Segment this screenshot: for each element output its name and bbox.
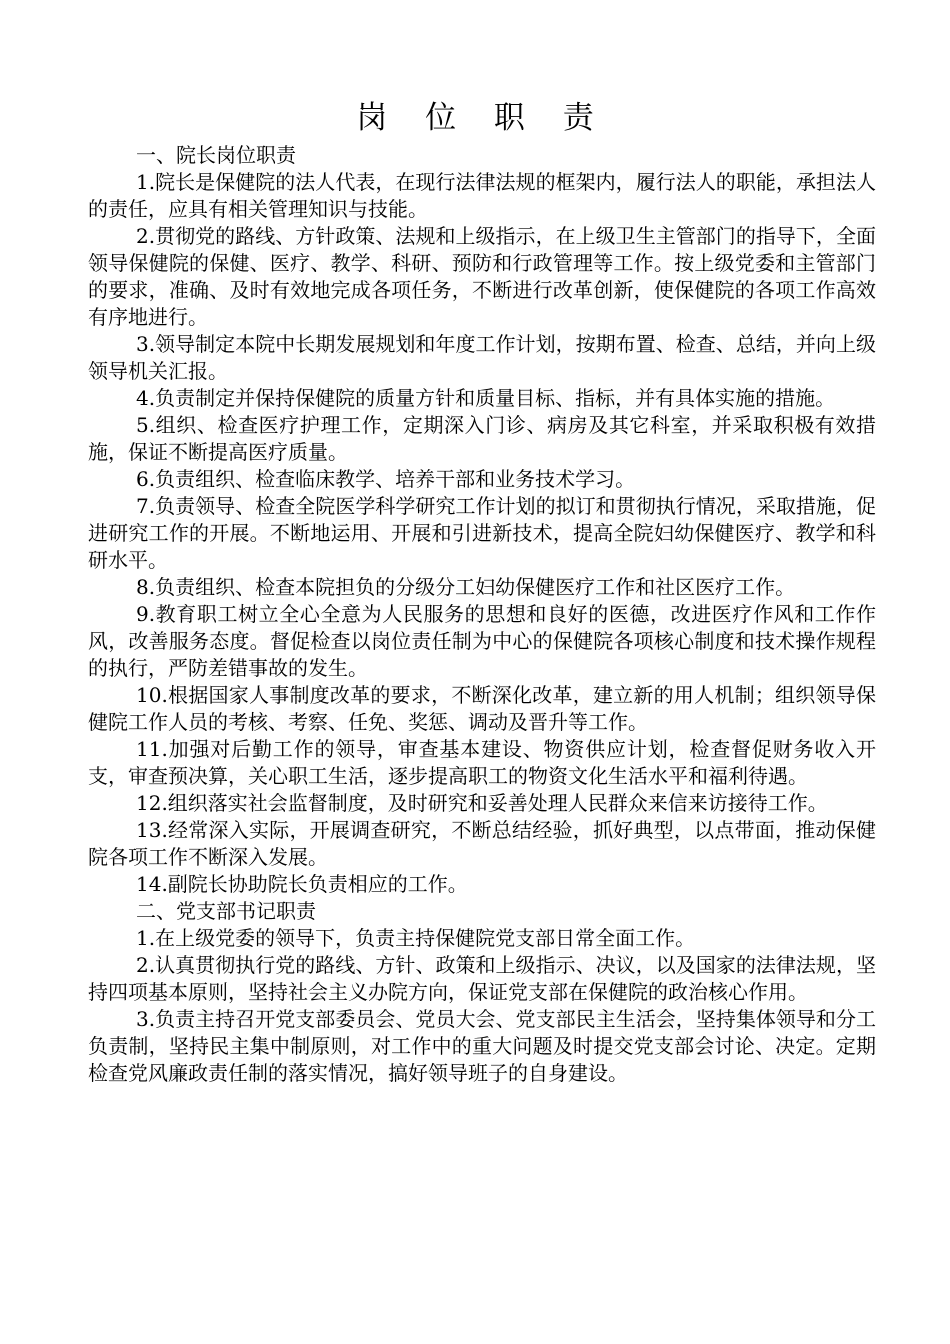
duty-item: 10.根据国家人事制度改革的要求，不断深化改革，建立新的用人机制；组织领导保健院工作人员的考核、考察、任免、奖惩、调动及晋升等工作。 (88, 683, 876, 734)
duty-item: 14.副院长协助院长负责相应的工作。 (136, 872, 468, 896)
duty-item: 11.加强对后勤工作的领导，审查基本建设、物资供应计划，检查督促财务收入开支，审查预决算，关心职工生活，逐步提高职工的物资文化生活水平和福利待遇。 (88, 737, 876, 788)
duty-item: 3.负责主持召开党支部委员会、党员大会、党支部民主生活会，坚持集体领导和分工负责制，坚持民主集中制原则，对工作中的重大问题及时提交党支部会讨论、决定。定期检查党风廉政责任制的落实情况，搞好领导班子的自身建设。 (88, 1007, 876, 1085)
section-party-secretary (88, 898, 876, 1087)
document-page (88, 96, 876, 1087)
duty-item: 2.认真贯彻执行党的路线、方针、政策和上级指示、决议，以及国家的法律法规，坚持四项基本原则，坚持社会主义办院方向，保证党支部在保健院的政治核心作用。 (88, 953, 876, 1004)
duty-item: 1.在上级党委的领导下，负责主持保健院党支部日常全面工作。 (136, 926, 696, 950)
section-heading: 一、院长岗位职责 (136, 143, 296, 167)
duty-item: 8.负责组织、检查本院担负的分级分工妇幼保健医疗工作和社区医疗工作。 (136, 575, 796, 599)
duty-item: 7.负责领导、检查全院医学科学研究工作计划的拟订和贯彻执行情况，采取措施，促进研究工作的开展。不断地运用、开展和引进新技术，提高全院妇幼保健医疗、教学和科研水平。 (88, 494, 876, 572)
duty-item: 2.贯彻党的路线、方针政策、法规和上级指示，在上级卫生主管部门的指导下，全面领导保健院的保健、医疗、教学、科研、预防和行政管理等工作。按上级党委和主管部门的要求，准确、及时有效地完成各项任务，不断进行改革创新，使保健院的各项工作高效有序地进行。 (88, 224, 876, 329)
section-president (88, 142, 876, 898)
duty-item: 9.教育职工树立全心全意为人民服务的思想和良好的医德，改进医疗作风和工作作风，改善服务态度。督促检查以岗位责任制为中心的保健院各项核心制度和技术操作规程的执行，严防差错事故的发生。 (88, 602, 876, 680)
section-heading: 二、党支部书记职责 (136, 899, 316, 923)
duty-item: 3.领导制定本院中长期发展规划和年度工作计划，按期布置、检查、总结，并向上级领导机关汇报。 (88, 332, 876, 383)
duty-item: 4.负责制定并保持保健院的质量方针和质量目标、指标，并有具体实施的措施。 (136, 386, 836, 410)
document-title: 岗 位 职 责 (356, 100, 608, 136)
duty-item: 12.组织落实社会监督制度，及时研究和妥善处理人民群众来信来访接待工作。 (136, 791, 828, 815)
duty-item: 13.经常深入实际，开展调查研究，不断总结经验，抓好典型，以点带面，推动保健院各项工作不断深入发展。 (88, 818, 876, 869)
duty-item: 5.组织、检查医疗护理工作，定期深入门诊、病房及其它科室，并采取积极有效措施，保证不断提高医疗质量。 (88, 413, 876, 464)
duty-item: 1.院长是保健院的法人代表，在现行法律法规的框架内，履行法人的职能，承担法人的责任，应具有相关管理知识与技能。 (88, 170, 876, 221)
duty-item: 6.负责组织、检查临床教学、培养干部和业务技术学习。 (136, 467, 636, 491)
